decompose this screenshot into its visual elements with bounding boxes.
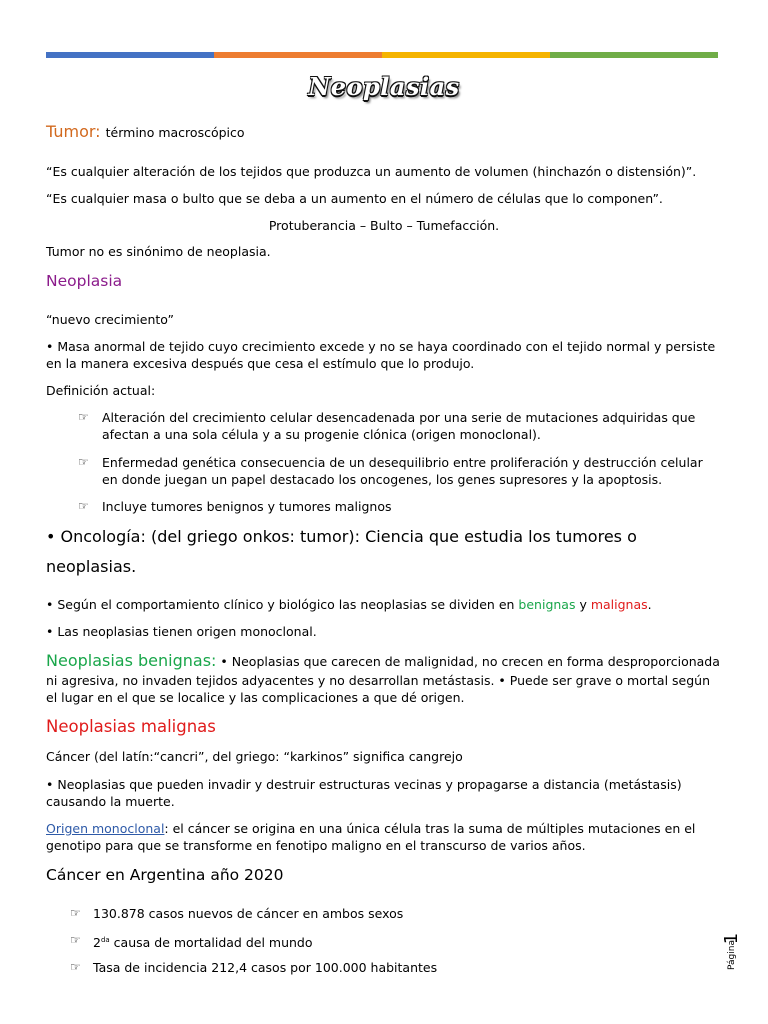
benignas-text-1: • Neoplasias que carecen de malignidad, no crecen en forma desproporcionada <box>216 654 720 669</box>
segun-benignas: benignas <box>518 597 576 612</box>
quote-2: “Es cualquier masa o bulto que se deba a un aumento en el número de células que lo componen”. <box>46 191 663 206</box>
hand-bullet-icon: ☞ <box>70 960 81 974</box>
argentina-item-2-num: 2 <box>93 935 101 951</box>
oncologia-line-2: neoplasias. <box>46 557 137 576</box>
def-item-1-line-1: Alteración del crecimiento celular desencadenada por una serie de mutaciones adquiridas que <box>102 410 696 425</box>
nuevo-crecimiento: “nuevo crecimiento” <box>46 312 174 327</box>
benignas-line-2: ni agresiva, no invaden tejidos adyacentes y no desarrollan metástasis. • Puede ser grave o mortal según <box>46 673 710 688</box>
color-bar-orange <box>214 52 382 58</box>
neoplasia-heading: Neoplasia <box>46 272 123 290</box>
color-bar-green <box>550 52 718 58</box>
segun-pre: • Según el comportamiento clínico y biológico las neoplasias se dividen en <box>46 597 519 612</box>
masa-line-2: en la manera excesiva después que cesa el estímulo que lo produjo. <box>46 356 475 371</box>
color-bar-blue <box>46 52 214 58</box>
segun-malignas: malignas <box>590 597 648 612</box>
hand-bullet-icon: ☞ <box>70 933 81 947</box>
benignas-line-1 <box>46 652 720 670</box>
color-bar <box>46 52 718 58</box>
cancer-etimologia: Cáncer (del latín:“cancri”, del griego: “karkinos” significa cangrejo <box>46 749 463 764</box>
oncologia-line-1: • Oncología: (del griego onkos: tumor): Ciencia que estudia los tumores o <box>46 527 637 546</box>
tumor-text: término macroscópico <box>105 125 245 140</box>
def-item-2-line-2: en donde juegan un papel destacado los oncogenes, los genes supresores y la apoptosis. <box>102 472 663 487</box>
not-synonym: Tumor no es sinónimo de neoplasia. <box>46 244 271 259</box>
argentina-item-2-sup: da <box>100 936 110 944</box>
def-item-2-line-1: Enfermedad genética consecuencia de un desequilibrio entre proliferación y destrucción celular <box>102 455 703 470</box>
segun-line <box>46 596 652 613</box>
malignas-line-2: causando la muerte. <box>46 794 175 809</box>
malignas-heading: Neoplasias malignas <box>46 717 216 736</box>
quote-1: “Es cualquier alteración de los tejidos que produzca un aumento de volumen (hinchazón o distensión)”. <box>46 164 697 179</box>
page-title: Neoplasias <box>308 72 460 101</box>
segun-post: . <box>647 597 652 612</box>
page-digit: 1 <box>721 932 743 945</box>
argentina-item-2 <box>93 932 313 951</box>
origen-line-1 <box>46 820 695 837</box>
tumor-line <box>46 122 245 141</box>
benignas-line-3: el lugar en el que se localice y las complicaciones a que dé origen. <box>46 690 465 705</box>
argentina-item-3: Tasa de incidencia 212,4 casos por 100.000 habitantes <box>93 960 438 975</box>
monoclonal-line: • Las neoplasias tienen origen monoclonal. <box>46 624 317 639</box>
origen-line-2: genotipo para que se transforme en fenotipo maligno en el transcurso de varios años. <box>46 838 586 853</box>
hand-bullet-icon: ☞ <box>78 455 89 469</box>
def-item-1-line-2: afectan a una sola célula y a su progenie clónica (origen monoclonal). <box>102 427 541 442</box>
malignas-line-1: • Neoplasias que pueden invadir y destruir estructuras vecinas y propagarse a distancia (metástasis) <box>46 777 682 792</box>
hand-bullet-icon: ☞ <box>70 906 81 920</box>
page-number <box>722 928 752 978</box>
color-bar-yellow <box>382 52 550 58</box>
origen-monoclonal-link[interactable]: Origen monoclonal <box>46 821 165 836</box>
def-item-3: Incluye tumores benignos y tumores malignos <box>102 499 392 514</box>
center-line: Protuberancia – Bulto – Tumefacción. <box>268 218 500 233</box>
benignas-heading: Neoplasias benignas: <box>46 651 217 670</box>
argentina-item-1: 130.878 casos nuevos de cáncer en ambos sexos <box>93 906 404 921</box>
hand-bullet-icon: ☞ <box>78 499 89 513</box>
argentina-heading: Cáncer en Argentina año 2020 <box>46 866 284 884</box>
origen-text-1: : el cáncer se origina en una única célula tras la suma de múltiples mutaciones en el <box>164 821 696 836</box>
page-label: Página <box>727 940 737 970</box>
segun-mid: y <box>575 597 591 612</box>
hand-bullet-icon: ☞ <box>78 410 89 424</box>
definicion-actual: Definición actual: <box>46 383 156 398</box>
tumor-label: Tumor: <box>46 122 101 141</box>
masa-line-1: • Masa anormal de tejido cuyo crecimiento excede y no se haya coordinado con el tejido normal y persiste <box>46 339 716 354</box>
argentina-item-2-text: causa de mortalidad del mundo <box>109 935 313 951</box>
